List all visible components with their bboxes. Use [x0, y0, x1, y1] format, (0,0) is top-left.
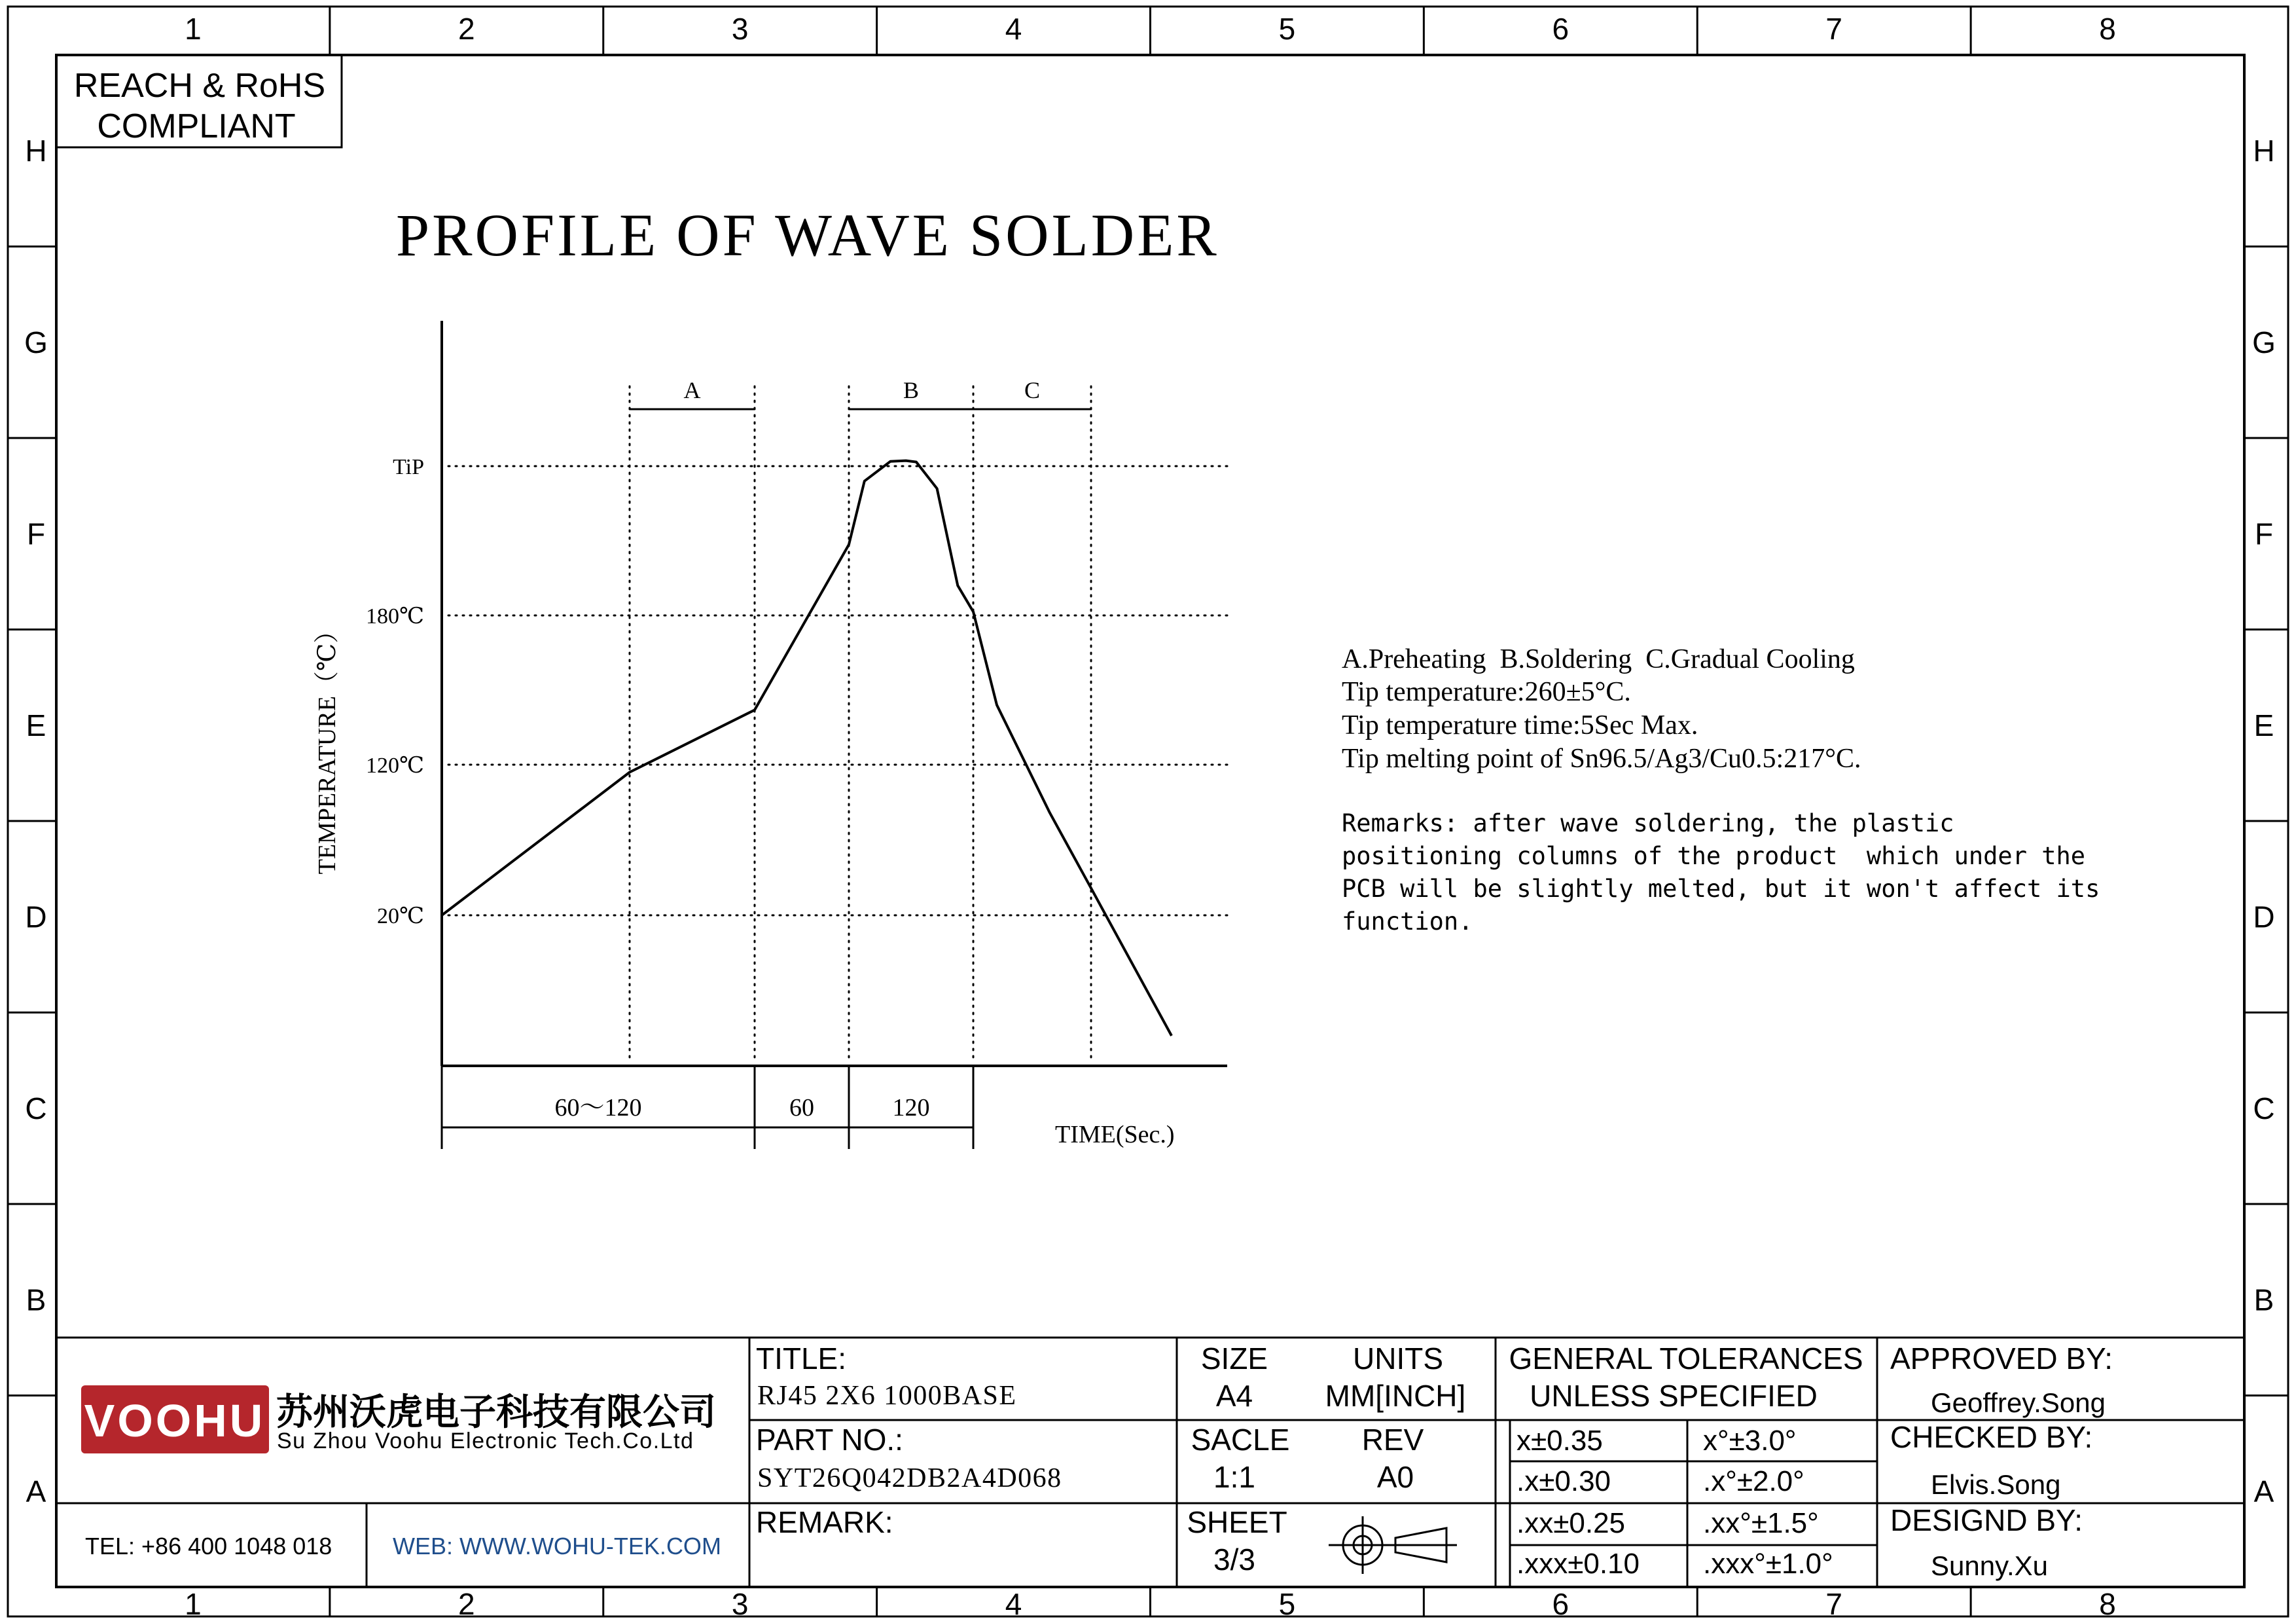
process-notes: [1342, 644, 2100, 936]
chart-vertical-gridlines: [630, 386, 1091, 1057]
zone-column-label: 4: [1005, 12, 1022, 46]
tolerance-cell: .xx±0.25: [1516, 1507, 1626, 1539]
company-name-cn: 苏州沃虎电子科技有限公司: [276, 1391, 716, 1432]
drawing-title: PROFILE OF WAVE SOLDER: [396, 202, 1219, 268]
y-tick-labels: [366, 455, 424, 928]
zone-row-label: F: [26, 517, 46, 551]
zone-row-label: A: [26, 1474, 46, 1508]
temperature-curve: [442, 461, 1172, 1036]
zone-column-label: 3: [731, 1587, 749, 1621]
part-no-value: SYT26Q042DB2A4D068: [757, 1463, 1062, 1493]
zone-row-label: D: [2253, 900, 2275, 934]
zone-row-label: C: [25, 1091, 47, 1125]
sheet-label: SHEET: [1187, 1505, 1287, 1539]
zone-column-label: 2: [458, 1587, 475, 1621]
tolerance-cell: .x°±2.0°: [1703, 1465, 1804, 1497]
y-tick-label: 120℃: [365, 754, 424, 778]
zone-row-label: E: [2253, 708, 2274, 742]
compliance-line-2: COMPLIANT: [97, 107, 296, 145]
sheet-value: 3/3: [1213, 1542, 1255, 1577]
logo-text: VOOHU: [84, 1395, 266, 1446]
zone-row-label: A: [2253, 1474, 2274, 1508]
tolerance-cell: x°±3.0°: [1703, 1425, 1797, 1457]
title-block: [56, 1338, 2244, 1587]
rev-value: A0: [1376, 1460, 1414, 1494]
tolerances-heading-1: GENERAL TOLERANCES: [1509, 1341, 1863, 1376]
note-line-2: Tip temperature:260±5°C.: [1342, 677, 1631, 707]
zone-row-label: C: [2253, 1091, 2275, 1125]
part-no-label: PART NO.:: [756, 1423, 903, 1457]
zone-column-label: 6: [1552, 12, 1570, 46]
remark-label: REMARK:: [756, 1505, 893, 1539]
checked-label: CHECKED BY:: [1890, 1420, 2093, 1454]
tolerance-cell: x±0.35: [1516, 1425, 1603, 1457]
zone-row-label: E: [26, 708, 46, 742]
scale-label: SACLE: [1191, 1423, 1290, 1457]
y-tick-label: 20℃: [376, 904, 424, 928]
remark-line-1: Remarks: after wave soldering, the plastic: [1342, 809, 1954, 837]
zone-column-label: 4: [1005, 1587, 1022, 1621]
compliance-box: [56, 55, 342, 147]
zone-row-label: B: [2253, 1283, 2274, 1317]
zone-column-label: 2: [458, 12, 475, 46]
zone-row-label: G: [2252, 325, 2276, 359]
solder-profile-chart: [314, 321, 1227, 1149]
zone-column-label: 8: [2099, 1587, 2116, 1621]
zone-row-label: B: [26, 1283, 46, 1317]
remark-line-4: function.: [1342, 907, 1473, 936]
scale-value: 1:1: [1213, 1460, 1255, 1494]
tolerance-cell: .xxx±0.10: [1516, 1548, 1640, 1580]
units-value: MM[INCH]: [1325, 1379, 1466, 1413]
size-value: A4: [1215, 1379, 1253, 1413]
approved-label: APPROVED BY:: [1890, 1341, 2113, 1376]
title-label: TITLE:: [756, 1341, 847, 1376]
company-logo: [81, 1385, 269, 1453]
designed-label: DESIGND BY:: [1890, 1503, 2083, 1537]
time-dimension-label: 60: [789, 1094, 814, 1122]
tolerances-heading-2: UNLESS SPECIFIED: [1530, 1379, 1818, 1413]
note-line-1: A.Preheating B.Soldering C.Gradual Cooling: [1342, 644, 1855, 674]
zone-column-label: 8: [2099, 12, 2116, 46]
zone-label: A: [683, 377, 701, 403]
zone-row-label: H: [2253, 134, 2275, 168]
tolerance-cell: .x±0.30: [1516, 1465, 1611, 1497]
time-dimension-label: 60～120: [554, 1094, 642, 1122]
zone-column-label: 1: [185, 1587, 202, 1621]
zone-column-label: 7: [1825, 12, 1842, 46]
x-axis-label: TIME(Sec.): [1055, 1121, 1175, 1148]
tolerance-cell: .xxx°±1.0°: [1703, 1548, 1833, 1580]
note-line-3: Tip temperature time:5Sec Max.: [1342, 710, 1698, 740]
zone-column-label: 1: [185, 12, 202, 46]
tel-text: TEL: +86 400 1048 018: [85, 1533, 332, 1559]
size-label: SIZE: [1200, 1341, 1268, 1376]
zone-row-label: G: [24, 325, 48, 359]
phase-zone-markers: [630, 377, 1091, 409]
tolerance-cell: .xx°±1.5°: [1703, 1507, 1819, 1539]
zone-column-label: 6: [1552, 1587, 1570, 1621]
designed-value: Sunny.Xu: [1931, 1550, 2049, 1581]
zone-column-label: 3: [731, 12, 749, 46]
title-value: RJ45 2X6 1000BASE: [757, 1381, 1017, 1411]
y-tick-label: 180℃: [365, 604, 424, 629]
note-line-4: Tip melting point of Sn96.5/Ag3/Cu0.5:217°C.: [1342, 744, 1861, 774]
zone-row-label: H: [25, 134, 47, 168]
zone-label: C: [1024, 377, 1041, 403]
zone-column-label: 5: [1278, 1587, 1296, 1621]
units-label: UNITS: [1353, 1341, 1443, 1376]
y-axis-label: TEMPERATURE（℃）: [314, 618, 341, 875]
compliance-line-1: REACH & RoHS: [73, 67, 326, 105]
zone-row-label: F: [2254, 517, 2274, 551]
y-tick-label: TiP: [393, 455, 424, 479]
checked-value: Elvis.Song: [1931, 1469, 2061, 1500]
time-segment-dimensions: [442, 1066, 973, 1149]
zone-row-label: D: [25, 900, 47, 934]
remark-line-3: PCB will be slightly melted, but it won't affect its: [1342, 875, 2100, 903]
zone-column-label: 7: [1825, 1587, 1842, 1621]
company-name-en: Su Zhou Voohu Electronic Tech.Co.Ltd: [277, 1429, 694, 1453]
rev-label: REV: [1361, 1423, 1424, 1457]
chart-horizontal-gridlines: [448, 466, 1227, 915]
web-text: WEB: WWW.WOHU-TEK.COM: [393, 1533, 721, 1559]
zone-column-label: 5: [1278, 12, 1296, 46]
zone-label: B: [903, 377, 920, 403]
projection-symbol-icon: [1329, 1516, 1457, 1574]
time-dimension-label: 120: [892, 1094, 930, 1122]
remark-line-2: positioning columns of the product which under the: [1342, 842, 2086, 870]
approved-value: Geoffrey.Song: [1931, 1387, 2106, 1418]
